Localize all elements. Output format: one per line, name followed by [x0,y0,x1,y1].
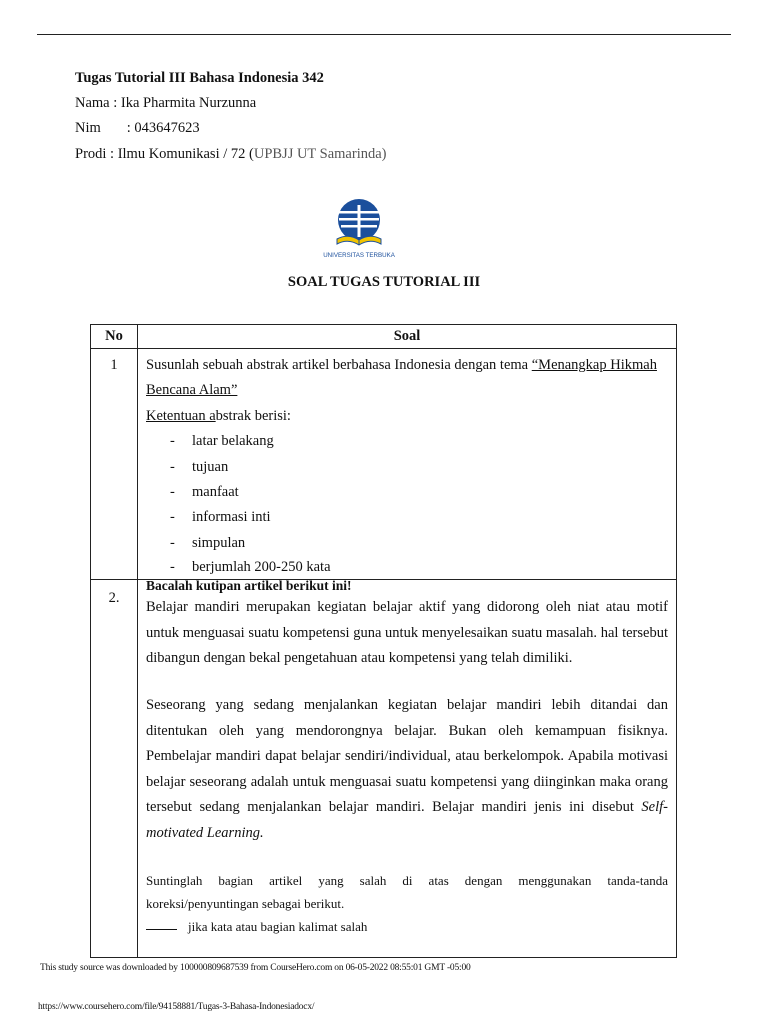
list-item: - simpulan [146,531,668,556]
question-1-list [146,429,668,579]
col-no-header: No [91,325,138,349]
page-heading: SOAL TUGAS TUTORIAL III [287,274,481,290]
universitas-terbuka-logo [323,199,395,261]
list-item: - latar belakang [146,429,668,454]
download-notice: This study source was downloaded by 100000809687539 from CourseHero.com on 06-05-2022 08:55:01 GMT -05:00 [40,963,471,973]
table-row [91,580,677,958]
logo-wordmark: UNIVERSITAS TERBUKA [323,252,395,259]
document-title: Tugas Tutorial III Bahasa Indonesia 342 [75,70,324,86]
question-1-intro: Susunlah sebuah abstrak artikel berbahasa Indonesia dengan tema “Menangkap Hikmah Bencana Alam” [146,357,657,399]
student-name: Nama : Ika Pharmita Nurzunna [75,95,257,111]
col-soal-header: Soal [138,325,677,349]
question-1-cell [138,349,677,580]
list-item: - manfaat [146,480,668,505]
list-item: - tujuan [146,455,668,480]
question-2-title: Bacalah kutipan artikel berikut ini! [146,578,352,594]
question-table [90,324,677,958]
student-nim: Nim : 043647623 [75,120,200,136]
list-item: - berjumlah 200-250 kata [146,556,668,579]
passage-paragraph-1: Belajar mandiri merupakan kegiatan belajar aktif yang didorong oleh niat atau motif untuk menguasai suatu kompetensi guna untuk menyelesaikan suatu masalah. hal tersebut dibangun dengan bekal pengetahuan atau kompetensi yang telah dimiliki. [146,599,668,667]
passage-paragraph-2: Seseorang yang sedang menjalankan kegiatan belajar mandiri lebih ditandai dan ditentukan oleh yang mendorongnya belajar. Bukan oleh kemampuan fisiknya. Pembelajar mandiri dapat belajar sendiri/individual, atau berkelompok. Apabila motivasi belajar seseorang adalah untuk menguasai suatu kompetensi yang diinginkan maka orang tersebut sedang menjalankan belajar mandiri. Belajar mandiri jenis ini disebut Self-motivated Learning. [146,697,668,841]
underline-mark [146,929,177,930]
top-rule [37,34,731,35]
source-url: https://www.coursehero.com/file/94158881/Tugas-3-Bahasa-Indonesiadocx/ [38,1002,315,1012]
table-header-row [91,325,677,349]
study-program: Prodi : Ilmu Komunikasi / 72 (UPBJJ UT Samarinda) [75,146,387,162]
question-2-cell [138,580,677,958]
row-number: 2. [91,580,138,958]
list-item: - informasi inti [146,505,668,530]
table-row [91,349,677,580]
question-1-rules-label: Ketentuan abstrak berisi: [146,407,291,424]
instruction-text: Suntinglah bagian artikel yang salah di atas dengan menggunakan tanda-tanda koreksi/penyuntingan sebagai berikut. [146,872,668,911]
row-number: 1 [91,349,138,580]
correction-mark-row: jika kata atau bagian kalimat salah [146,915,668,938]
